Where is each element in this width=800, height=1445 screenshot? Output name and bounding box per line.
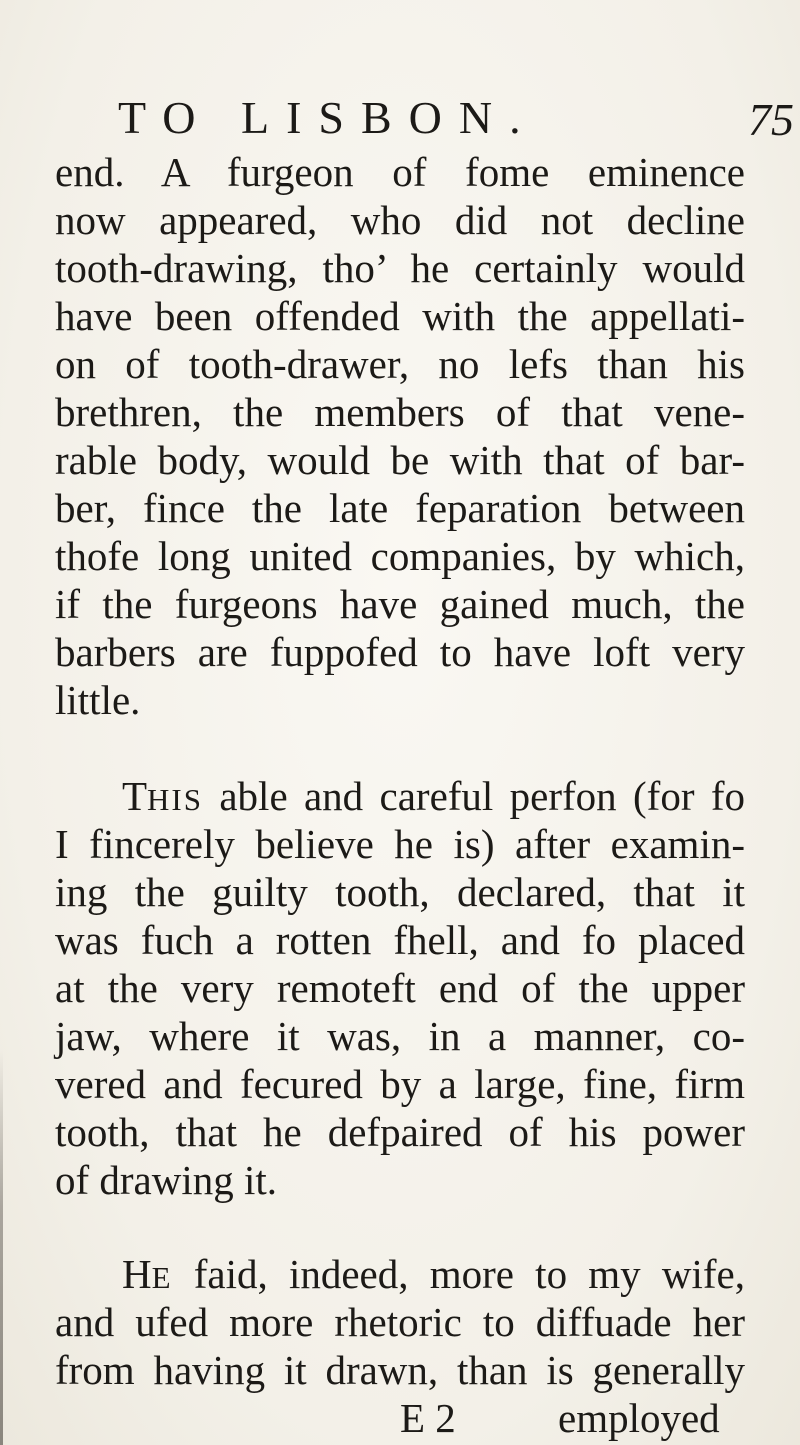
text-line: thofe long united companies, by which,	[55, 533, 745, 579]
running-head	[118, 88, 794, 148]
text-line: end. A furgeon of fome eminence	[55, 149, 745, 195]
text-line: rable body, would be with that of bar-	[55, 437, 745, 483]
text-line: was fuch a rotten fhell, and fo placed	[55, 917, 745, 963]
small-caps-initial: T	[122, 773, 148, 819]
text-line: barbers are fuppofed to have loft very	[55, 629, 745, 675]
text-line-first	[122, 772, 745, 820]
catchword: employed	[558, 1395, 720, 1441]
text-line: I fincerely believe he is) after examin-	[55, 821, 745, 867]
text-line: brethren, the members of that vene-	[55, 389, 745, 435]
text-line: ber, fince the late feparation between	[55, 485, 745, 531]
text-line: jaw, where it was, in a manner, co-	[55, 1013, 745, 1059]
page-edge-shadow	[0, 1050, 3, 1445]
text-line: on of tooth-drawer, no lefs than his	[55, 341, 745, 387]
text-line: tooth-drawing, tho’ he certainly would	[55, 245, 745, 291]
small-caps-initial: H	[122, 1251, 152, 1297]
footer-line	[0, 1394, 800, 1442]
text-line: and ufed more rhetoric to diffuade her	[55, 1299, 745, 1345]
small-caps-rest: E	[151, 1260, 173, 1295]
text-line: vered and fecured by a large, fine, firm	[55, 1061, 745, 1107]
text-line: have been offended with the appellati-	[55, 293, 745, 339]
signature-mark: E 2	[400, 1395, 456, 1441]
text-line: of drawing it.	[55, 1157, 278, 1203]
line-remainder: faid, indeed, more to my wife,	[172, 1251, 745, 1297]
text-line: from having it drawn, than is generally	[55, 1347, 745, 1393]
text-line: at the very remoteft end of the upper	[55, 965, 745, 1011]
text-line-first	[122, 1250, 745, 1298]
line-remainder: able and careful perfon (for fo	[203, 773, 745, 819]
text-line: now appeared, who did not decline	[55, 197, 745, 243]
text-line: tooth, that he defpaired of his power	[55, 1109, 745, 1155]
page-number: 75	[748, 94, 794, 145]
text-line: if the furgeons have gained much, the	[55, 581, 745, 627]
small-caps-rest: HIS	[147, 782, 203, 817]
text-line: ing the guilty tooth, declared, that it	[55, 869, 745, 915]
text-line: little.	[55, 677, 141, 723]
running-head-title: TO LISBON.	[118, 92, 538, 143]
